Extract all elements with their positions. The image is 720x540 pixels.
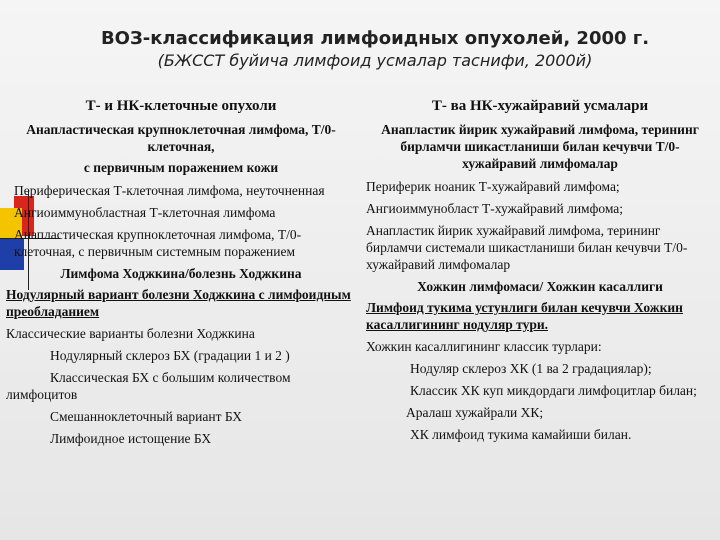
right-item-8: Нодуляр склероз ХК (1 ва 2 градациялар); <box>410 361 652 376</box>
right-item-5: Хожкин лимфомаси/ Хожкин касаллиги <box>417 279 663 294</box>
left-column-russian <box>6 98 356 449</box>
right-item-4: Анапластик йирик хужайравий лимфома, терининг бирламчи системали шикастланиши билан кечувчи Т/0- хужайравий лимфомалар <box>366 223 688 272</box>
right-item-11: ХК лимфоид тукима камайиши билан. <box>410 427 632 442</box>
left-item-1: Анапластическая крупноклеточная лимфома, Т/0- клеточная, <box>26 122 336 154</box>
right-item-3: Ангиоиммунобласт Т-хужайравий лимфома; <box>366 201 624 216</box>
left-item-6: Лимфома Ходжкина/болезнь Ходжкина <box>60 266 302 281</box>
right-item-2: Периферик ноаник Т-хужайравий лимфома; <box>366 179 620 194</box>
right-item-6: Лимфоид тукима устунлиги билан кечувчи Хожкин касаллигининг нодуляр тури. <box>366 300 683 332</box>
right-item-9: Классик ХК куп микдордаги лимфоцитлар билан; <box>410 383 697 398</box>
left-item-11: Смешанноклеточный вариант БХ <box>50 409 243 424</box>
right-heading: Т- ва НК-хужайравий усмалари <box>431 98 649 114</box>
left-item-4: Ангиоиммунобластная Т-клеточная лимфома <box>14 205 276 220</box>
right-item-7: Хожкин касаллигининг классик турлари: <box>366 339 602 354</box>
left-item-7: Нодулярный вариант болезни Ходжкина с лимфоидным преобладанием <box>6 287 351 319</box>
right-item-10: Аралаш хужайрали ХК; <box>406 405 544 420</box>
slide-title-block <box>0 28 720 70</box>
left-heading: Т- и НК-клеточные опухоли <box>85 98 277 114</box>
left-item-12: Лимфоидное истощение БХ <box>50 431 212 446</box>
left-item-5: Анапластическая крупноклеточная лимфома, Т/0-клеточная, с первичным системным поражением <box>14 227 302 259</box>
left-item-10: Классическая БХ с большим количеством лимфоцитов <box>6 370 291 402</box>
slide-title: ВОЗ-классификация лимфоидных опухолей, 2000 г. <box>100 28 650 49</box>
left-item-9: Нодулярный склероз БХ (градации 1 и 2 ) <box>50 348 290 363</box>
left-item-8: Классические варианты болезни Ходжкина <box>6 326 255 341</box>
slide-subtitle: (БЖССТ буйича лимфоид усмалар таснифи, 2000й) <box>157 51 593 70</box>
left-item-3: Периферическая Т-клеточная лимфома, неуточненная <box>14 183 325 198</box>
right-item-1: Анапластик йирик хужайравий лимфома, терининг бирламчи шикастланиши билан кечувчи Т/0- хужайравий лимфомалар <box>381 122 699 171</box>
right-column-uzbek <box>366 98 714 445</box>
left-item-2: с первичным поражением кожи <box>83 160 279 175</box>
